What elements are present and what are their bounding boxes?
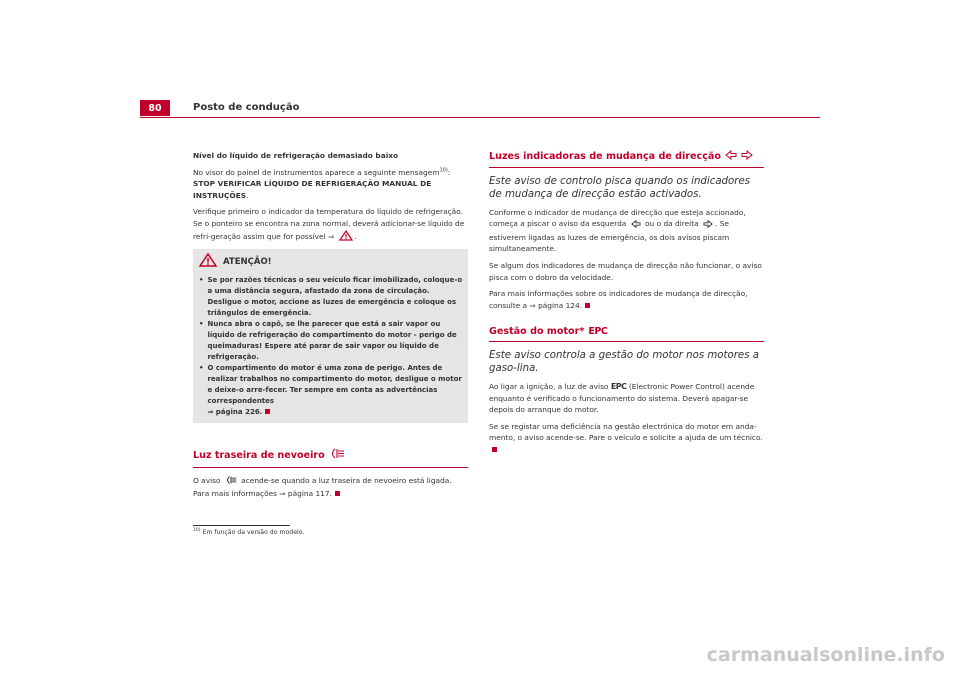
section-rule (489, 341, 764, 342)
end-mark-icon (492, 447, 497, 452)
footnote-marker: 10) (193, 527, 201, 533)
turn-p1-pre: Conforme o indicador de mudança de direcção que esteja accionado, começa a piscar o aviso da esquerda (489, 207, 746, 229)
coolant-heading: Nível do líquido de refrigeração demasiado baixo (193, 151, 399, 160)
coolant-p1-text: No visor do painel de instrumentos aparece a seguinte mensagem (193, 167, 440, 177)
turn-section-title (489, 150, 764, 164)
bullet-icon: • (199, 320, 204, 329)
engine-p2-text: Se se registar uma deficiência na gestão electrónica do motor em anda-mento, o aviso acende-se. Pare o veículo e solicite a ajuda de um técnico. (489, 421, 763, 443)
end-mark-icon (265, 409, 270, 414)
footnote-text: Em função da versão do modelo. (202, 529, 305, 536)
rear-fog-light-icon (329, 447, 345, 464)
right-column (489, 150, 764, 461)
warning-item (199, 363, 462, 418)
warning-title-text: ATENÇÃO! (223, 256, 272, 267)
turn-p1-mid: ou o da direita (645, 219, 699, 229)
bullet-icon: • (199, 276, 204, 285)
header-rule (140, 117, 820, 118)
turn-left-arrow-icon (631, 220, 641, 232)
warning-item-text (207, 363, 462, 418)
bullet-icon: • (199, 364, 204, 373)
epc-icon: EPC (610, 381, 627, 391)
fog-paragraph (193, 475, 468, 500)
coolant-display-message: STOP VERIFICAR LÍQUIDO DE REFRIGERAÇÃO MANUAL DE INSTRUÇÕES (193, 179, 432, 200)
fog-text-pre: O aviso (193, 475, 221, 485)
page-header-title: Posto de condução (193, 102, 300, 113)
warning-title (199, 253, 462, 271)
watermark: carmanualsonline.info (706, 644, 945, 666)
rear-fog-light-icon (225, 475, 237, 489)
footnote-ref[interactable]: 10) (439, 167, 448, 174)
fog-section-title (193, 447, 468, 464)
engine-section-title (489, 326, 764, 338)
coolant-paragraph-1 (193, 167, 468, 202)
turn-paragraph-2: Se algum dos indicadores de mudança de direcção não funcionar, o aviso pisca com o dobro da velocidade. (489, 260, 762, 282)
fog-text-post: acende-se quando a luz traseira de nevoeiro está ligada. Para mais informações ⇒ página 117. (193, 475, 452, 499)
turn-paragraph-3 (489, 288, 764, 311)
turn-p3-text[interactable]: Para mais informações sobre os indicadores de mudança de direcção, consulte a ⇒ página 124. (489, 289, 748, 310)
epc-icon: EPC (588, 326, 608, 338)
turn-right-arrow-icon (741, 150, 753, 164)
engine-p1-pre: Ao ligar a ignição, a luz de aviso (489, 381, 609, 391)
warning-triangle-icon (199, 253, 217, 271)
section-rule (193, 467, 468, 468)
engine-title-text: Gestão do motor* (489, 326, 585, 338)
warning-item-text: Nunca abra o capô, se lhe parecer que está a sair vapor ou líquido de refrigeração do compartimento do motor - perigo de queimaduras! Espere até parar de sair vapor ou líquido de refrigeração. (207, 320, 457, 362)
warning-page-link[interactable]: ⇒ página 226. (207, 408, 263, 417)
turn-lead: Este aviso de controlo pisca quando os indicadores de mudança de direcção estão activados. (489, 175, 751, 200)
fog-title-text: Luz traseira de nevoeiro (193, 449, 325, 461)
warning-item-text: Se por razões técnicas o seu veículo ficar imobilizado, coloque-o a uma distância segura, afastado da zona de circulação. Desligue o motor, accione as luzes de emergência e coloque os triângulos de emergência. (207, 276, 462, 318)
section-rule (489, 167, 764, 168)
warning-triangle-icon[interactable] (339, 230, 353, 245)
page-number: 80 (140, 100, 170, 116)
end-mark-icon (335, 491, 340, 496)
turn-left-arrow-icon (725, 150, 737, 164)
turn-right-arrow-icon (703, 220, 713, 232)
turn-title-text: Luzes indicadoras de mudança de direcção (489, 151, 721, 162)
coolant-p1-colon: : (447, 167, 451, 177)
coolant-paragraph-2: Verifique primeiro o indicador da temperatura do líquido de refrigeração. Se o ponteiro se encontra na zona normal, deverá adicionar-se líquido de refri-geração assim que for possível ⇒ . (193, 206, 468, 244)
coolant-p1-end: . (246, 190, 249, 200)
warning-item (199, 319, 462, 363)
warning-item-3-text: O compartimento do motor é uma zona de perigo. Antes de realizar trabalhos no compartimento do motor, desligue o motor e deixe-o arre-fecer. Ter sempre em conta as advertências correspondentes (207, 364, 462, 406)
engine-p1-post: (Electronic Power Control) acende enquanto é verificado o funcionamento do sistema. Deverá apagar-se depois do arranque do motor. (489, 381, 755, 415)
left-column (193, 150, 468, 505)
footnote (193, 529, 304, 536)
coolant-p2-text: Verifique primeiro o indicador da temperatura do líquido de refrigeração. Se o ponteiro se encontra na zona normal, deverá adicionar-se líquido de refri-geração assim que for possível ⇒ (193, 207, 465, 241)
warning-item (199, 275, 462, 319)
footnote-rule (193, 525, 290, 526)
turn-p1-post: . Se estiverem ligadas as luzes de emergência, os dois avisos piscam simultaneamente. (489, 219, 730, 254)
engine-paragraph-2 (489, 421, 764, 456)
turn-paragraph-1 (489, 207, 764, 255)
engine-lead: Este aviso controla a gestão do motor nos motores a gaso-lina. (489, 349, 759, 374)
engine-paragraph-1 (489, 381, 764, 416)
end-mark-icon (585, 303, 590, 308)
warning-box (193, 249, 468, 423)
